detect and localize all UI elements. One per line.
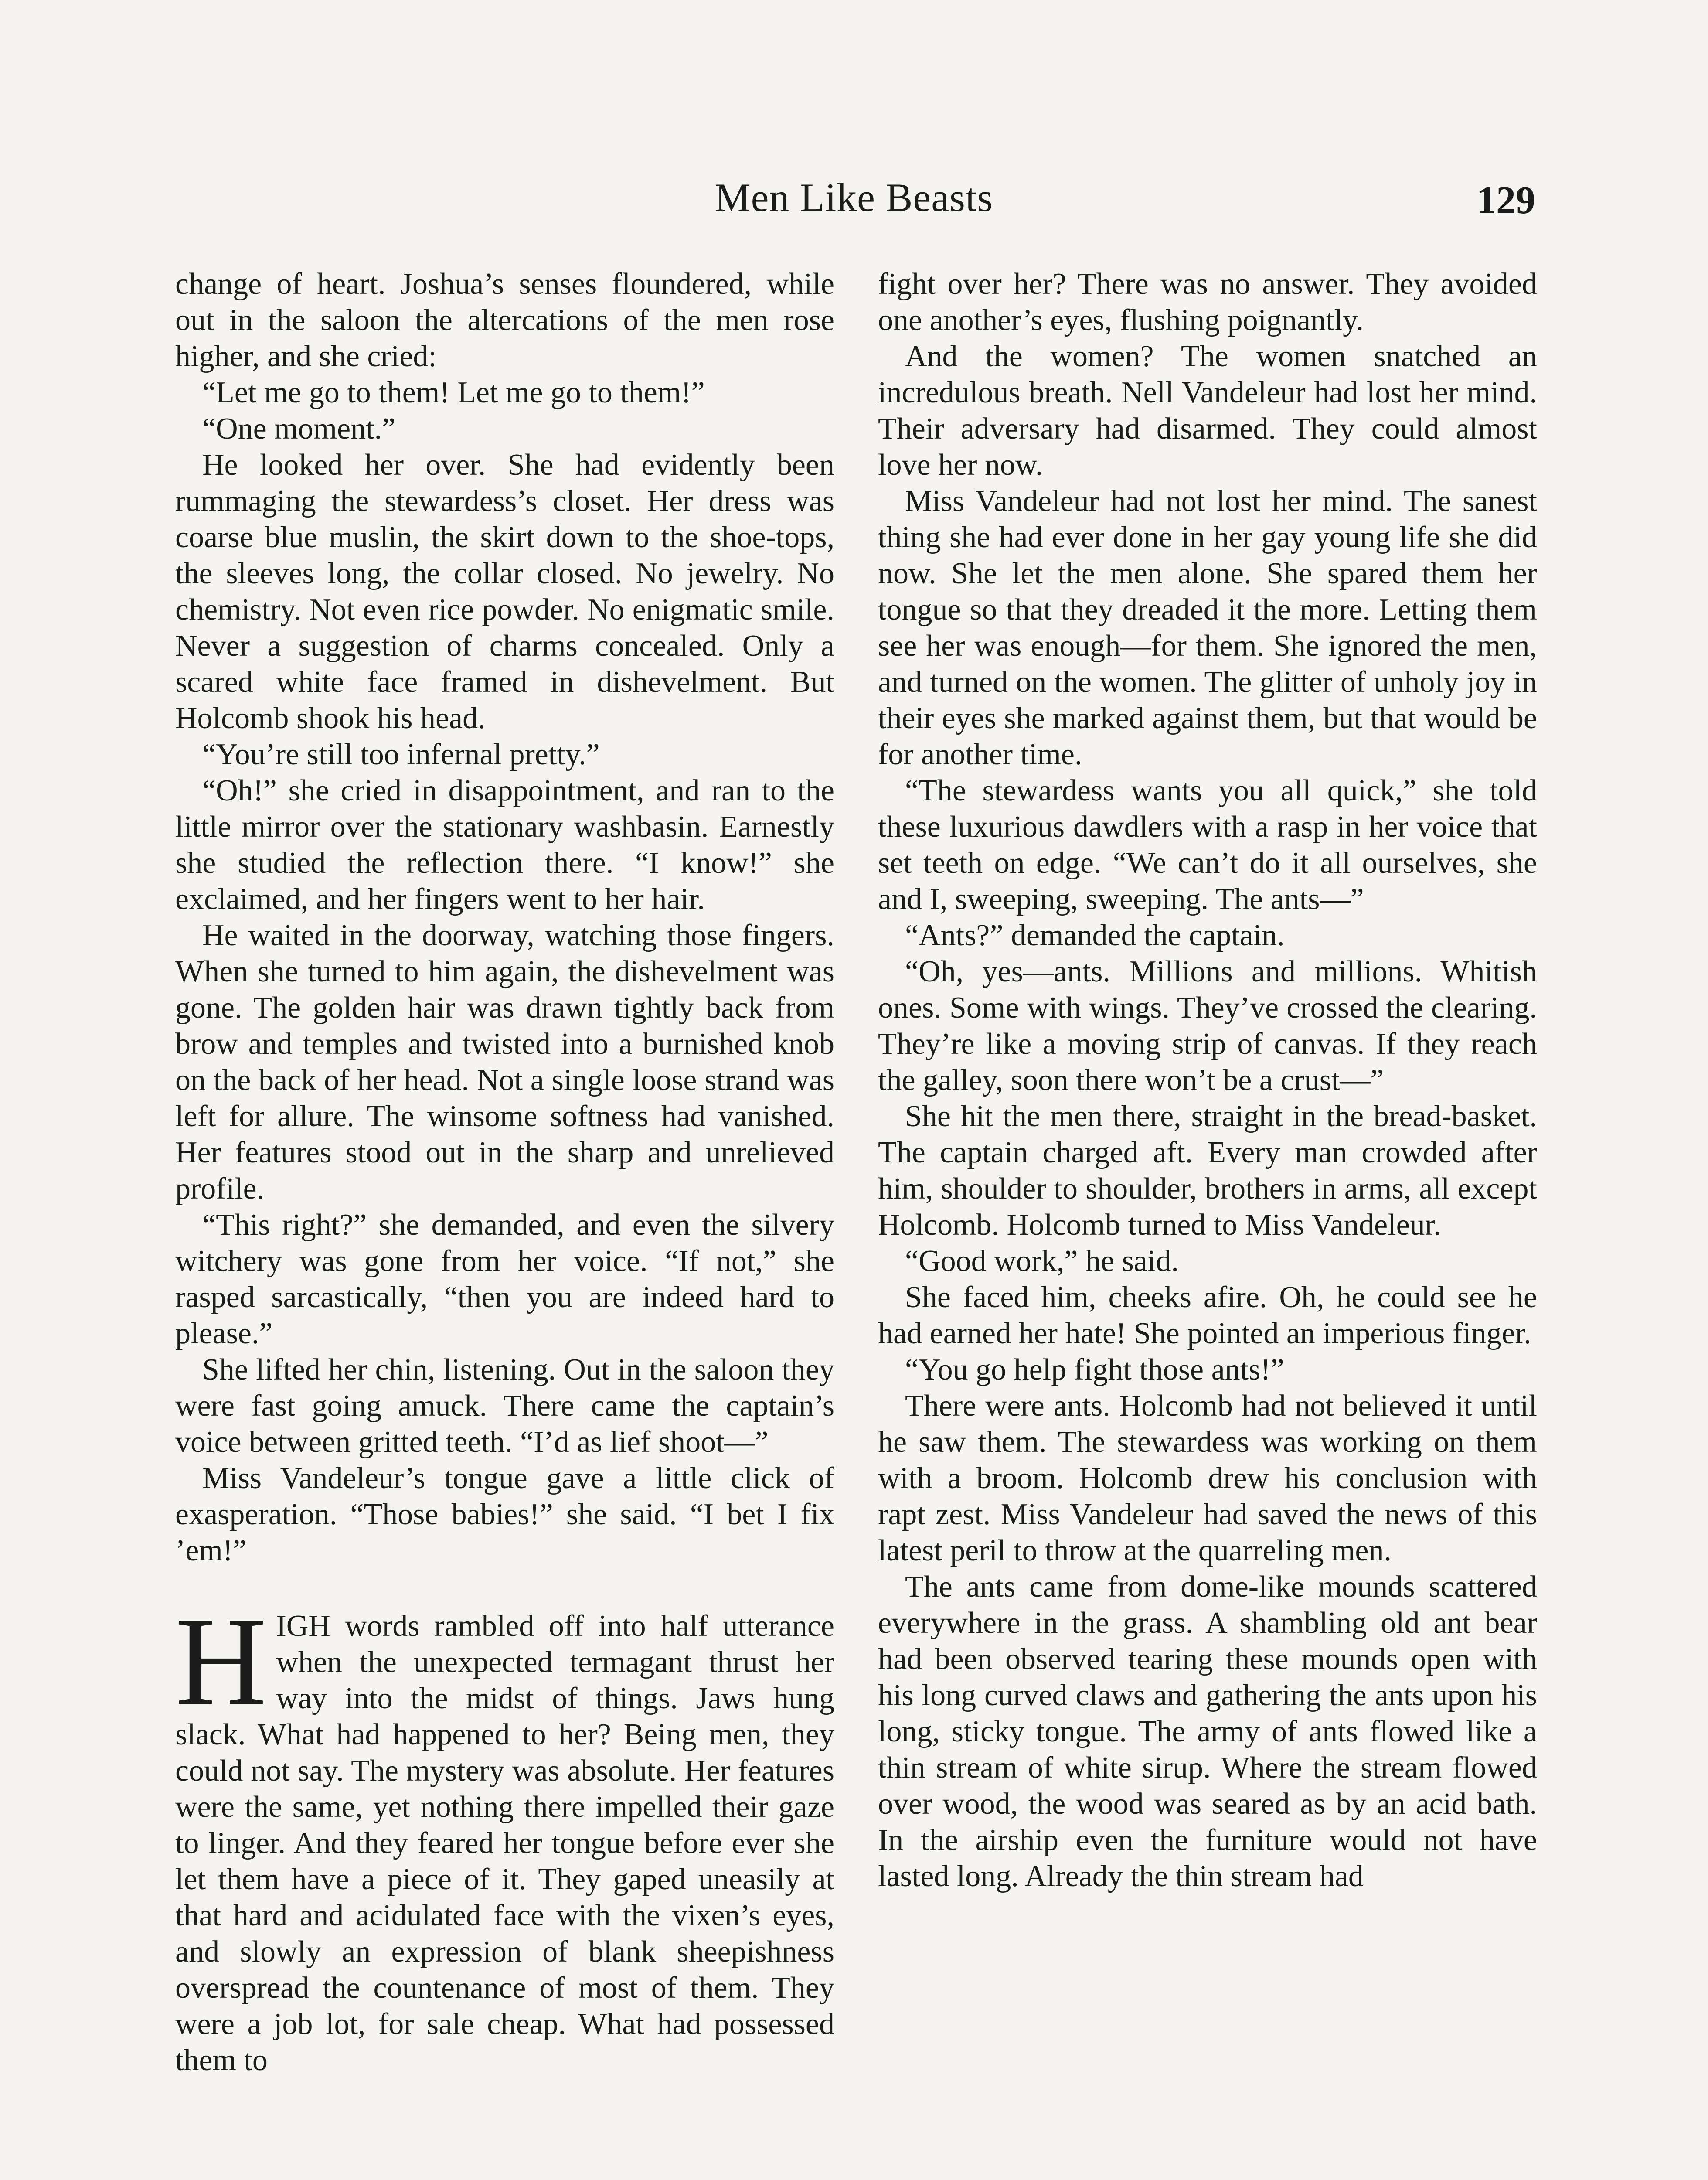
paragraph: “Good work,” he said.	[905, 1244, 1179, 1278]
drop-cap: H	[175, 1591, 267, 1731]
paragraph: He waited in the doorway, watching those fingers. When she turned to him again, the dishevelment was gone. The golden hair was drawn tightly back from brow and temples and twisted into a burnished knob on the back of her head. Not a single loose strand was left for allure. The winsome softness had vanished. Her features stood out in the sharp and unrelieved profile.	[175, 919, 834, 1206]
paragraph: Miss Vandeleur’s tongue gave a little click of exasperation. “Those babies!” she said. “I bet I fix ’em!”	[175, 1461, 834, 1567]
paragraph: “Oh, yes—ants. Millions and millions. Whitish ones. Some with wings. They’ve crossed the clearing. They’re like a moving strip of canvas. If they reach the galley, soon there won’t be a crust—”	[878, 955, 1537, 1097]
paragraph: And the women? The women snatched an incredulous breath. Nell Vandeleur had lost her mind. Their adversary had disarmed. They could almost love her now.	[878, 340, 1537, 482]
paragraph: “This right?” she demanded, and even the silvery witchery was gone from her voice. “If not,” she rasped sarcastically, “then you are indeed hard to please.”	[175, 1208, 834, 1350]
paragraph: “One moment.”	[202, 412, 396, 446]
running-title: Men Like Beasts	[715, 175, 993, 220]
page-number: 129	[1477, 179, 1535, 222]
right-column	[878, 266, 1537, 1894]
paragraph: “Oh!” she cried in disappointment, and ran to the little mirror over the stationary washbasin. Earnestly she studied the reflection there. “I know!” she exclaimed, and her fingers went to her hair.	[175, 774, 834, 916]
paragraph: He looked her over. She had evidently been rummaging the stewardess’s closet. Her dress was coarse blue muslin, the skirt down to the shoe-tops, the sleeves long, the collar closed. No jewelry. No chemistry. Not even rice powder. No enigmatic smile. Never a suggestion of charms concealed. Only a scared white face framed in dishevelment. But Holcomb shook his head.	[175, 448, 834, 735]
paragraph: “The stewardess wants you all quick,” she told these luxurious dawdlers with a rasp in her voice that set teeth on edge. “We can’t do it all ourselves, she and I, sweeping, sweeping. The ants—”	[878, 774, 1537, 916]
paragraph: “Let me go to them! Let me go to them!”	[202, 376, 705, 409]
paragraph: She faced him, cheeks afire. Oh, he could see he had earned her hate! She pointed an imperious finger.	[878, 1281, 1537, 1350]
paragraph: fight over her? There was no answer. They avoided one another’s eyes, flushing poignantly.	[878, 267, 1537, 337]
section-paragraph-text: IGH words rambled off into half utterance when the unexpected termagant thrust her way into the midst of things. Jaws hung slack. What had happened to her? Being men, they could not say. The mystery was absolute. Her features were the same, yet nothing there impelled their gaze to linger. And they feared her tongue before ever she let them have a piece of it. They gaped uneasily at that hard and acidulated face with the vixen’s eyes, and slowly an expression of blank sheepishness overspread the countenance of most of them. They were a job lot, for sale cheap. What had possessed them to	[175, 1609, 834, 2077]
paragraph: She hit the men there, straight in the bread-basket. The captain charged aft. Every man crowded after him, shoulder to shoulder, brothers in arms, all except Holcomb. Holcomb turned to Miss Vandeleur.	[878, 1100, 1537, 1242]
paragraph: The ants came from dome-like mounds scattered everywhere in the grass. A shambling old ant bear had been observed tearing these mounds open with his long curved claws and gathering the ants upon his long, sticky tongue. The army of ants flowed like a thin stream of white sirup. Where the stream flowed over wood, the wood was seared as by an acid bath. In the airship even the furniture would not have lasted long. Already the thin stream had	[878, 1570, 1537, 1893]
paragraph: change of heart. Joshua’s senses floundered, while out in the saloon the altercations of the men rose higher, and she cried:	[175, 267, 834, 373]
paragraph: She lifted her chin, listening. Out in the saloon they were fast going amuck. There came the captain’s voice between gritted teeth. “I’d as lief shoot—”	[175, 1353, 834, 1459]
section-opening-paragraph	[175, 1591, 834, 2078]
left-column	[175, 266, 834, 2078]
paragraph: “You’re still too infernal pretty.”	[202, 738, 600, 771]
paragraph: “You go help fight those ants!”	[905, 1353, 1284, 1386]
paragraph: There were ants. Holcomb had not believed it until he saw them. The stewardess was working on them with a broom. Holcomb drew his conclusion with rapt zest. Miss Vandeleur had saved the news of this latest peril to throw at the quarreling men.	[878, 1389, 1537, 1567]
paragraph: Miss Vandeleur had not lost her mind. The sanest thing she had ever done in her gay young life she did now. She let the men alone. She spared them her tongue so that they dreaded it the more. Letting them see her was enough—for them. She ignored the men, and turned on the women. The glitter of unholy joy in their eyes she marked against them, but that would be for another time.	[878, 484, 1537, 771]
paragraph: “Ants?” demanded the captain.	[905, 919, 1285, 952]
